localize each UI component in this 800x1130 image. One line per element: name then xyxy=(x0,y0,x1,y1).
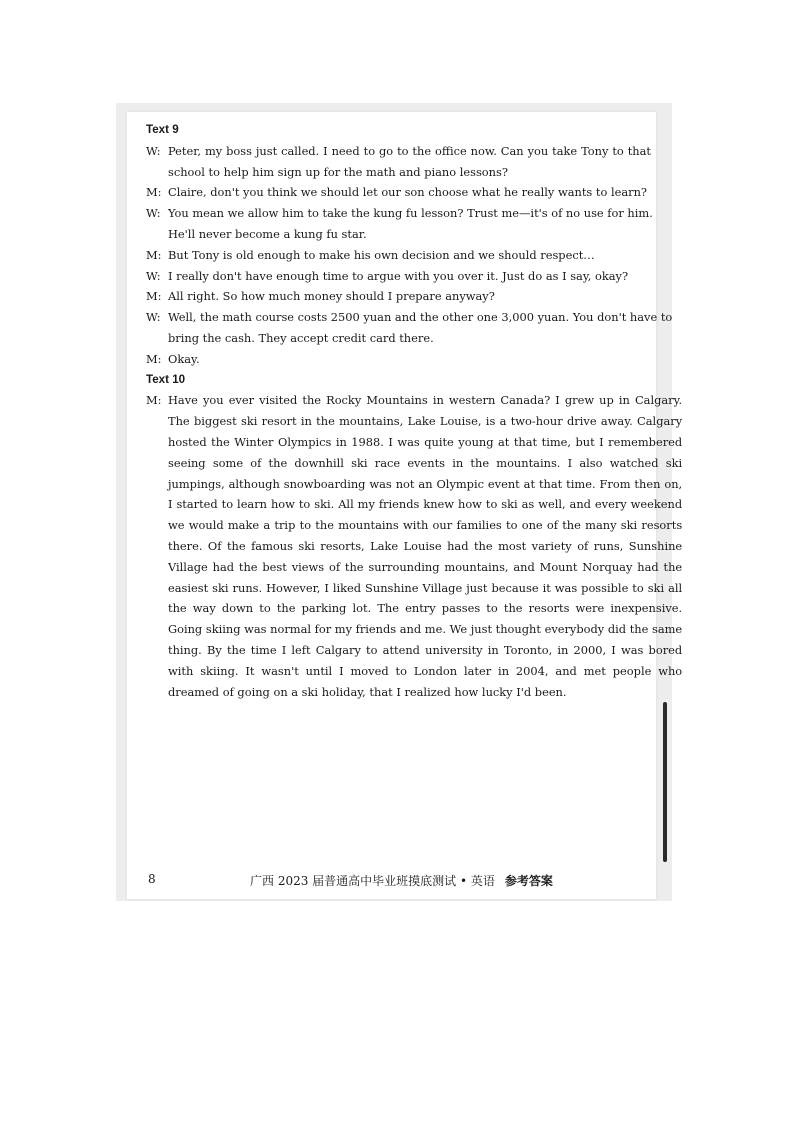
text-line: You mean we allow him to take the kung fu lesson? Trust me—it's of no use for him. xyxy=(168,206,653,221)
text-line: the way down to the parking lot. The entry passes to the resorts were inexpensive. xyxy=(168,601,683,616)
text-line: seeing some of the downhill ski race events in the mountains. I also watched ski xyxy=(168,455,683,470)
text-line: The biggest ski resort in the mountains, Lake Louise, is a two-hour drive away. Calgary xyxy=(168,414,683,429)
text-line: school to help him sign up for the math and piano lessons? xyxy=(168,164,508,179)
speaker-label: M: xyxy=(146,393,162,408)
page-footer xyxy=(148,872,648,892)
dialogue-turn xyxy=(146,307,673,349)
speaker-label: W: xyxy=(146,310,161,325)
speaker-label: M: xyxy=(146,351,162,366)
speaker-label: M: xyxy=(146,247,162,262)
text-line: I started to learn how to ski. All my friends knew how to ski as well, and every weekend xyxy=(168,497,683,512)
text-line: He'll never become a kung fu star. xyxy=(168,226,367,241)
text-line: Okay. xyxy=(168,351,200,366)
text-line: Have you ever visited the Rocky Mountains in western Canada? I grew up in Calgary. xyxy=(168,393,683,408)
exam-title: 广西 2023 届普通高中毕业班摸底测试 • 英语 xyxy=(250,874,495,888)
dialogue-turn xyxy=(146,203,651,245)
answer-key-label: 参考答案 xyxy=(504,874,553,888)
text-line: easiest ski runs. However, I liked Sunshine Village just because it was possible to ski all xyxy=(168,580,683,595)
text-line: jumpings, although snowboarding was not an Olympic event at that time. From then on, xyxy=(168,476,683,491)
text-line: bring the cash. They accept credit card there. xyxy=(168,330,434,345)
dialogue-turn xyxy=(146,286,651,307)
text-line: dreamed of going on a ski holiday, that I realized how lucky I'd been. xyxy=(168,684,567,699)
dialogue-turn xyxy=(146,245,651,266)
text-line: Going skiing was normal for my friends and me. We just thought everybody did the same xyxy=(168,622,683,637)
section-heading: Text 10 xyxy=(146,372,186,386)
speaker-label: W: xyxy=(146,268,161,283)
speaker-label: W: xyxy=(146,206,161,221)
section-heading: Text 9 xyxy=(146,123,179,136)
text-line: we would make a trip to the mountains with our families to one of the many ski resorts xyxy=(168,518,683,533)
dialogue-turn xyxy=(146,349,651,370)
text-line: hosted the Winter Olympics in 1988. I was quite young at that time, but I remembered xyxy=(168,434,683,449)
text-line: Village had the best views of the surrounding mountains, and Mount Norquay had the xyxy=(168,559,683,574)
speaker-label: M: xyxy=(146,185,162,200)
page-number: 8 xyxy=(148,872,156,886)
text-line: there. Of the famous ski resorts, Lake Louise had the most variety of runs, Sunshine xyxy=(168,538,683,553)
dialogue-turn xyxy=(146,182,651,203)
text-line: But Tony is old enough to make his own decision and we should respect… xyxy=(168,247,595,262)
text-line: with skiing. It wasn't until I moved to London later in 2004, and met people who xyxy=(168,663,683,678)
scrollbar-thumb[interactable] xyxy=(663,702,667,862)
dialogue-turn xyxy=(146,141,651,183)
text-line: thing. By the time I left Calgary to attend university in Toronto, in 2000, I was bored xyxy=(168,642,683,657)
speaker-label: W: xyxy=(146,143,161,158)
speaker-label: M: xyxy=(146,289,162,304)
document-content xyxy=(146,120,683,702)
scrollbar[interactable] xyxy=(660,112,670,899)
dialogue-turn xyxy=(146,390,683,702)
text-line: Well, the math course costs 2500 yuan and the other one 3,000 yuan. You don't have to xyxy=(168,310,673,325)
dialogue-turn xyxy=(146,266,651,287)
text-line: I really don't have enough time to argue with you over it. Just do as I say, okay? xyxy=(168,268,629,283)
text-line: All right. So how much money should I prepare anyway? xyxy=(168,289,495,304)
footer-title xyxy=(250,872,553,889)
text-line: Peter, my boss just called. I need to go to the office now. Can you take Tony to that xyxy=(168,143,651,158)
text-line: Claire, don't you think we should let our son choose what he really wants to learn? xyxy=(168,185,648,200)
